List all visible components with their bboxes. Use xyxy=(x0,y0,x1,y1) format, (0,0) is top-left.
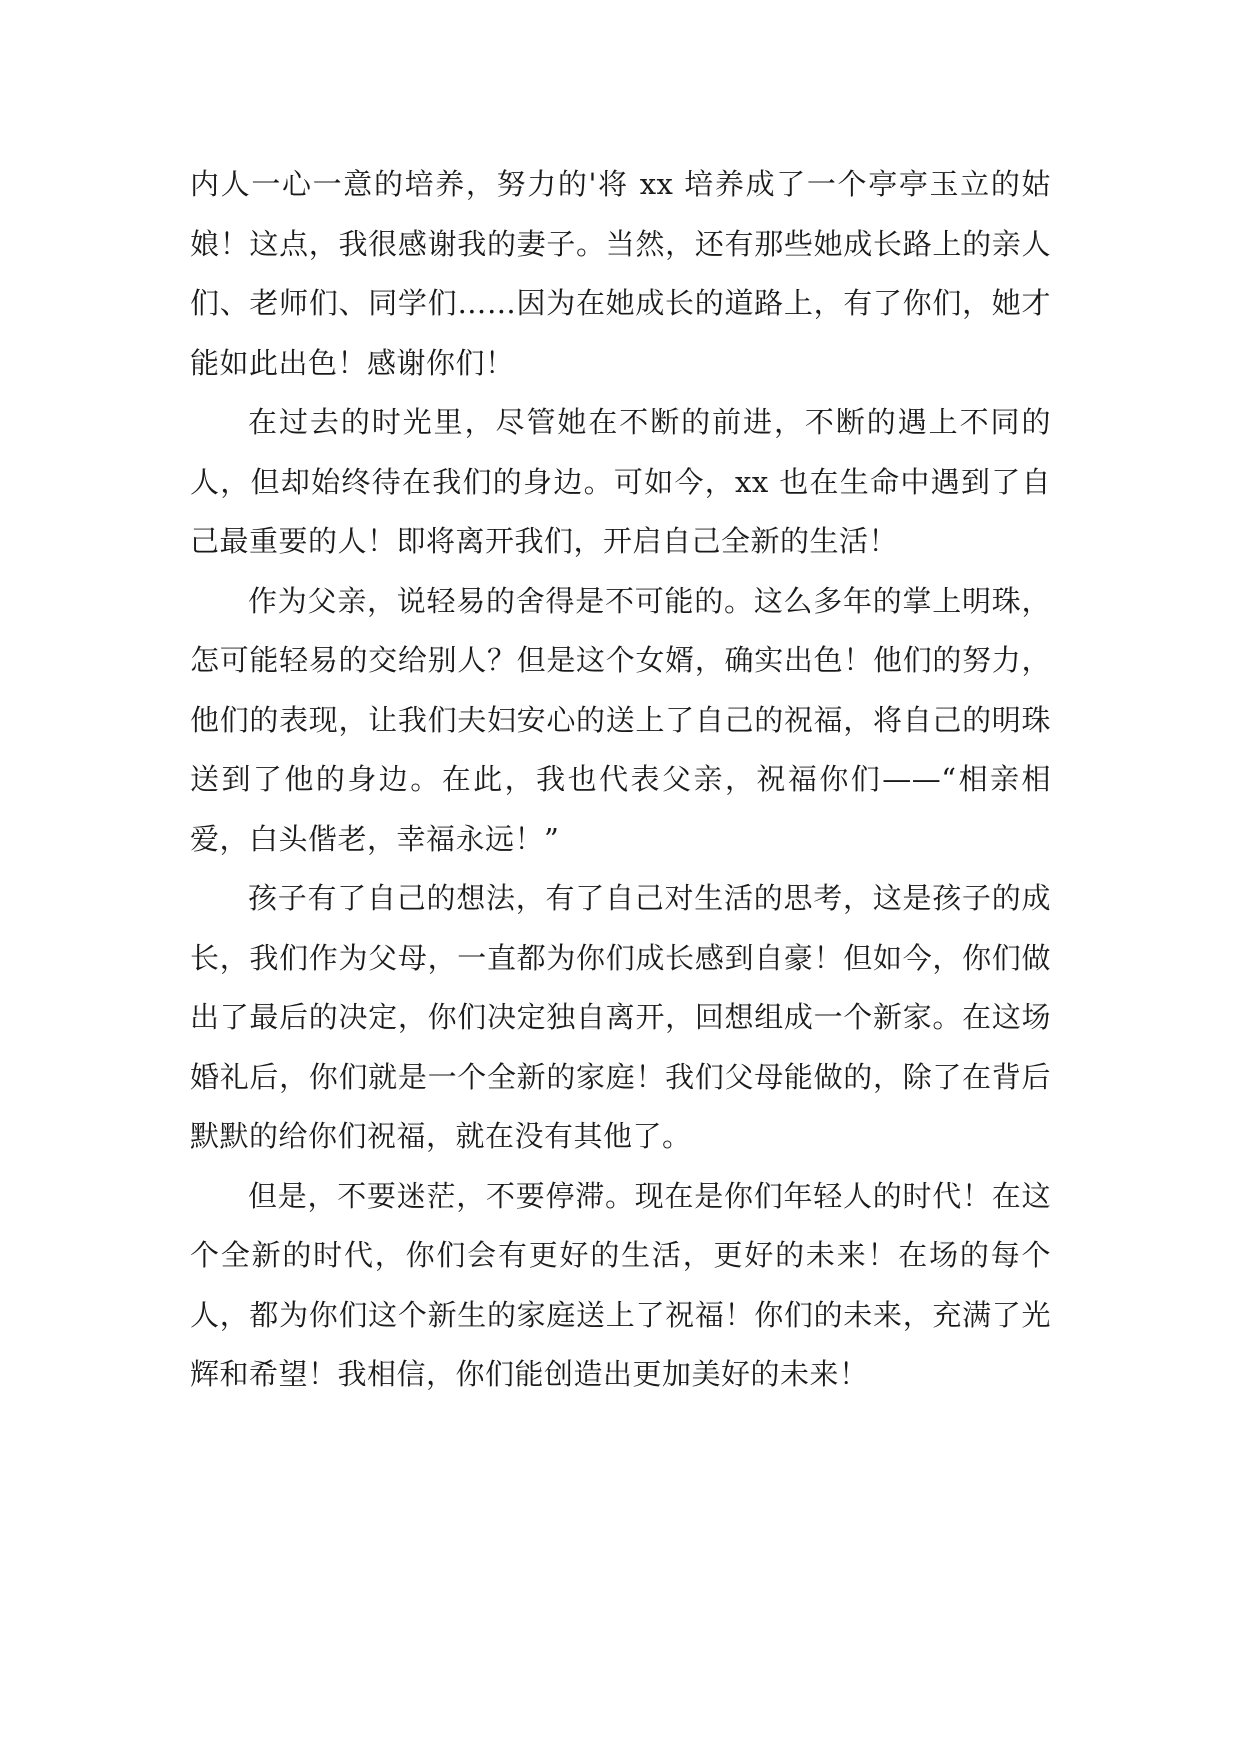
paragraph-4: 孩子有了自己的想法，有了自己对生活的思考，这是孩子的成长，我们作为父母，一直都为你们成长感到自豪！但如今，你们做出了最后的决定，你们决定独自离开，回想组成一个新家。在这场婚礼后，你们就是一个全新的家庭！我们父母能做的，除了在背后默默的给你们祝福，就在没有其他了。 xyxy=(190,881,1051,1153)
document-body xyxy=(190,155,1051,1405)
paragraph-2: 在过去的时光里，尽管她在不断的前进，不断的遇上不同的人，但却始终待在我们的身边。可如今，xx 也在生命中遇到了自己最重要的人！即将离开我们，开启自己全新的生活！ xyxy=(190,405,1051,558)
paragraph-5: 但是，不要迷茫，不要停滞。现在是你们年轻人的时代！在这个全新的时代，你们会有更好的生活，更好的未来！在场的每个人，都为你们这个新生的家庭送上了祝福！你们的未来，充满了光辉和希望！我相信，你们能创造出更加美好的未来！ xyxy=(190,1178,1051,1391)
paragraph-3: 作为父亲，说轻易的舍得是不可能的。这么多年的掌上明珠，怎可能轻易的交给别人？但是这个女婿，确实出色！他们的努力，他们的表现，让我们夫妇安心的送上了自己的祝福，将自己的明珠送到了他的身边。在此，我也代表父亲，祝福你们——“相亲相爱，白头偕老，幸福永远！” xyxy=(190,583,1051,856)
paragraph-1: 内人一心一意的培养，努力的'将 xx 培养成了一个亭亭玉立的姑娘！这点，我很感谢我的妻子。当然，还有那些她成长路上的亲人们、老师们、同学们……因为在她成长的道路上，有了你们，她才能如此出色！感谢你们！ xyxy=(190,167,1051,380)
